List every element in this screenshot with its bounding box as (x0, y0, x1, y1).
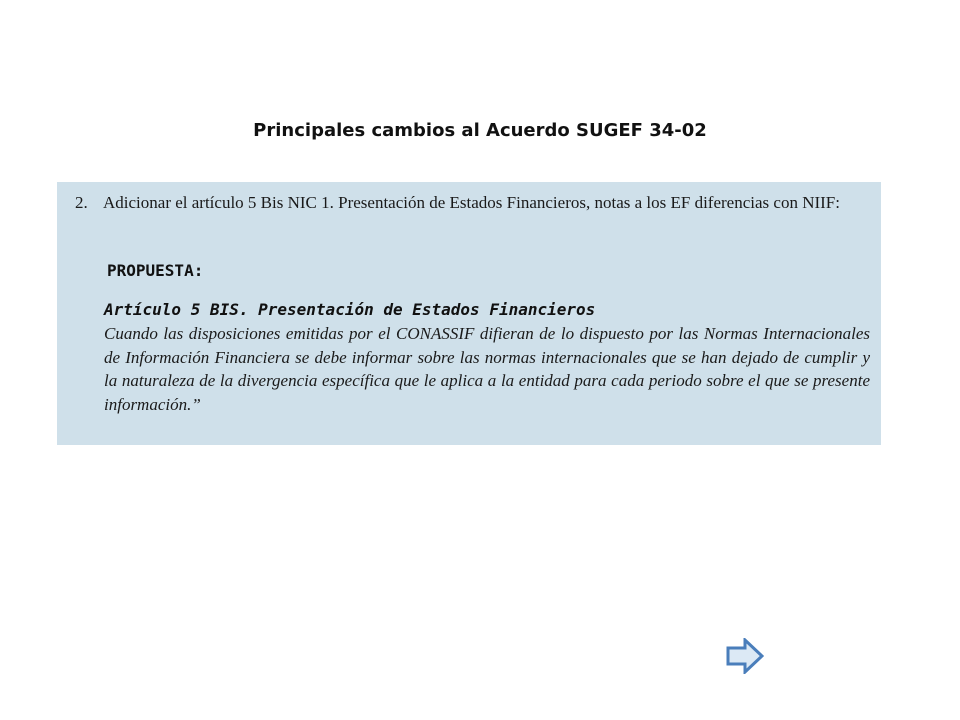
page-title: Principales cambios al Acuerdo SUGEF 34-02 (253, 120, 707, 141)
proposal-label: PROPUESTA: (107, 261, 204, 280)
proposal-panel (57, 182, 881, 445)
list-item (75, 192, 871, 213)
list-item-number: 2. (75, 193, 88, 212)
article-body: Cuando las disposiciones emitidas por el CONASSIF difieran de lo dispuesto por las Normas Internacionales de Información Financiera se debe informar sobre las normas internacionales que se han dejado de cumplir y la naturaleza de la divergencia específica que le aplica a la entidad para cada periodo sobre el que se presente información.” (104, 324, 870, 414)
arrow-right-icon[interactable] (726, 638, 764, 674)
list-item-text: Adicionar el artículo 5 Bis NIC 1. Presentación de Estados Financieros, notas a los EF diferencias con NIIF: (103, 193, 840, 212)
article-title: Artículo 5 BIS. Presentación de Estados Financieros (104, 300, 596, 319)
